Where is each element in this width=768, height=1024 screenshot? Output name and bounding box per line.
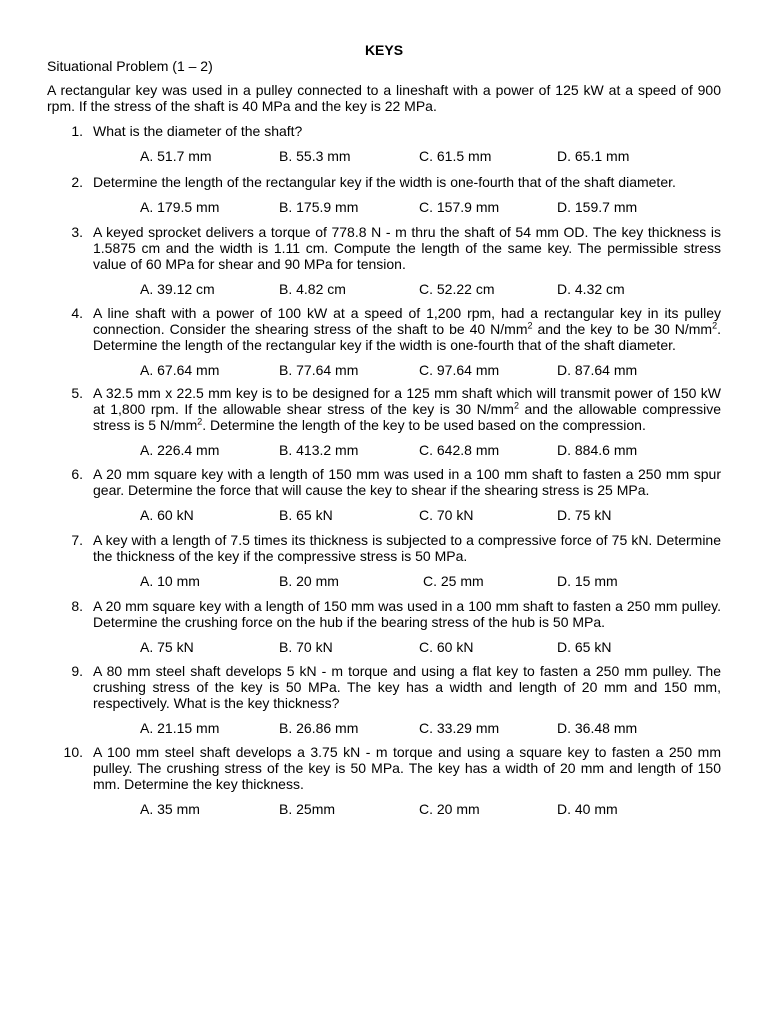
answer-choices xyxy=(47,720,721,736)
choice-b: B. 413.2 mm xyxy=(279,442,359,458)
choice-d: D. 65 kN xyxy=(557,639,612,655)
answer-choices xyxy=(47,573,721,589)
question-9 xyxy=(47,663,721,736)
answer-choices xyxy=(47,801,721,817)
choice-c: C. 157.9 mm xyxy=(419,199,500,215)
choice-a: A. 226.4 mm xyxy=(140,442,220,458)
question-text: A key with a length of 7.5 times its thickness is subjected to a compressive force of 75 kN. Determine the thickness of the key if the compressive stress is 50 MPa. xyxy=(93,532,721,564)
choice-c: C. 97.64 mm xyxy=(419,362,500,378)
choice-c: C. 20 mm xyxy=(419,801,480,817)
choice-a: A. 75 kN xyxy=(140,639,194,655)
question-text: Determine the length of the rectangular key if the width is one-fourth that of the shaft diameter. xyxy=(93,174,676,190)
choice-b: B. 175.9 mm xyxy=(279,199,359,215)
answer-choices xyxy=(47,281,721,297)
choice-c: C. 70 kN xyxy=(419,507,474,523)
question-2 xyxy=(47,174,721,215)
choice-a: A. 35 mm xyxy=(140,801,200,817)
choice-b: B. 26.86 mm xyxy=(279,720,359,736)
choice-c: C. 642.8 mm xyxy=(419,442,500,458)
question-10 xyxy=(47,744,721,817)
choice-d: D. 65.1 mm xyxy=(557,148,630,164)
choice-c: C. 52.22 cm xyxy=(419,281,495,297)
question-text: A 20 mm square key with a length of 150 mm was used in a 100 mm shaft to fasten a 250 mm spur gear. Determine the force that will cause the key to shear if the shearing stress is 25 MPa. xyxy=(93,466,721,498)
question-7 xyxy=(47,532,721,589)
choice-b: B. 55.3 mm xyxy=(279,148,351,164)
question-number: 4. xyxy=(71,305,83,321)
choice-d: D. 40 mm xyxy=(557,801,618,817)
choice-b: B. 20 mm xyxy=(279,573,339,589)
choice-a: A. 39.12 cm xyxy=(140,281,215,297)
situational-problem-text: A rectangular key was used in a pulley connected to a lineshaft with a power of 125 kW at a speed of 900 rpm. If the stress of the shaft is 40 MPa and the key is 22 MPa. xyxy=(47,82,721,114)
choice-c: C. 61.5 mm xyxy=(419,148,492,164)
question-6 xyxy=(47,466,721,523)
question-text: A 100 mm steel shaft develops a 3.75 kN - m torque and using a square key to fasten a 250 mm pulley. The crushing stress of the key is 50 MPa. The key has a width of 20 mm and length of 150 mm. Determine the key thickness. xyxy=(93,744,721,792)
choice-d: D. 4.32 cm xyxy=(557,281,625,297)
situational-problem-heading: Situational Problem (1 – 2) xyxy=(47,58,213,74)
question-4 xyxy=(47,305,721,378)
choice-c: C. 33.29 mm xyxy=(419,720,500,736)
question-number: 2. xyxy=(71,174,83,190)
question-8 xyxy=(47,598,721,655)
question-text: A 32.5 mm x 22.5 mm key is to be designed for a 125 mm shaft which will transmit power of 150 kW at 1,800 rpm. If the allowable shear stress of the key is 30 $N/mm^2$ and the allowable compressive stress is 5 $N/mm^2$. Determine the length of the key to be used based on the compression. xyxy=(93,385,721,433)
question-text: A keyed sprocket delivers a torque of 778.8 N - m thru the shaft of 54 mm OD. The key thickness is 1.5875 cm and the width is 1.11 cm. Compute the length of the same key. The permissible stress value of 60 MPa for shear and 90 MPa for tension. xyxy=(93,224,721,272)
choice-b: B. 4.82 cm xyxy=(279,281,346,297)
question-number: 7. xyxy=(71,532,83,548)
answer-choices xyxy=(47,639,721,655)
question-number: 8. xyxy=(71,598,83,614)
question-3 xyxy=(47,224,721,297)
choice-a: A. 60 kN xyxy=(140,507,194,523)
question-number: 1. xyxy=(71,123,83,139)
choice-d: D. 36.48 mm xyxy=(557,720,638,736)
choice-d: D. 87.64 mm xyxy=(557,362,638,378)
question-number: 10. xyxy=(63,744,83,760)
choice-a: A. 21.15 mm xyxy=(140,720,220,736)
choice-d: D. 884.6 mm xyxy=(557,442,638,458)
answer-choices xyxy=(47,199,721,215)
choice-d: D. 159.7 mm xyxy=(557,199,638,215)
choice-a: A. 51.7 mm xyxy=(140,148,212,164)
question-number: 3. xyxy=(71,224,83,240)
answer-choices xyxy=(47,148,721,164)
choice-b: B. 77.64 mm xyxy=(279,362,359,378)
question-1 xyxy=(47,123,721,164)
page-title: KEYS xyxy=(364,42,404,58)
choice-a: A. 67.64 mm xyxy=(140,362,220,378)
question-number: 6. xyxy=(71,466,83,482)
choice-b: B. 70 kN xyxy=(279,639,333,655)
answer-choices xyxy=(47,507,721,523)
question-number: 5. xyxy=(71,385,83,401)
answer-choices xyxy=(47,442,721,458)
question-number: 9. xyxy=(71,663,83,679)
choice-b: B. 65 kN xyxy=(279,507,333,523)
choice-a: A. 10 mm xyxy=(140,573,200,589)
question-text: A 20 mm square key with a length of 150 mm was used in a 100 mm shaft to fasten a 250 mm pulley. Determine the crushing force on the hub if the bearing stress of the hub is 50 MPa. xyxy=(93,598,721,630)
choice-d: D. 15 mm xyxy=(557,573,618,589)
question-5 xyxy=(47,385,721,458)
choice-d: D. 75 kN xyxy=(557,507,612,523)
question-text: What is the diameter of the shaft? xyxy=(93,123,303,139)
choice-c: C. 25 mm xyxy=(423,573,484,589)
question-text: A line shaft with a power of 100 kW at a speed of 1,200 rpm, had a rectangular key in its pulley connection. Consider the shearing stress of the shaft to be 40 $N/mm^2$ and the key to be 30 $N/mm^2$. Determine the length of the rectangular key if the width is one-fourth that of the shaft diameter. xyxy=(93,305,721,353)
choice-a: A. 179.5 mm xyxy=(140,199,220,215)
choice-b: B. 25mm xyxy=(279,801,336,817)
answer-choices xyxy=(47,362,721,378)
question-text: A 80 mm steel shaft develops 5 kN - m torque and using a flat key to fasten a 250 mm pulley. The crushing stress of the key is 50 MPa. The key has a width and length of 20 mm and 150 mm, respectively. What is the key thickness? xyxy=(93,663,721,711)
choice-c: C. 60 kN xyxy=(419,639,474,655)
